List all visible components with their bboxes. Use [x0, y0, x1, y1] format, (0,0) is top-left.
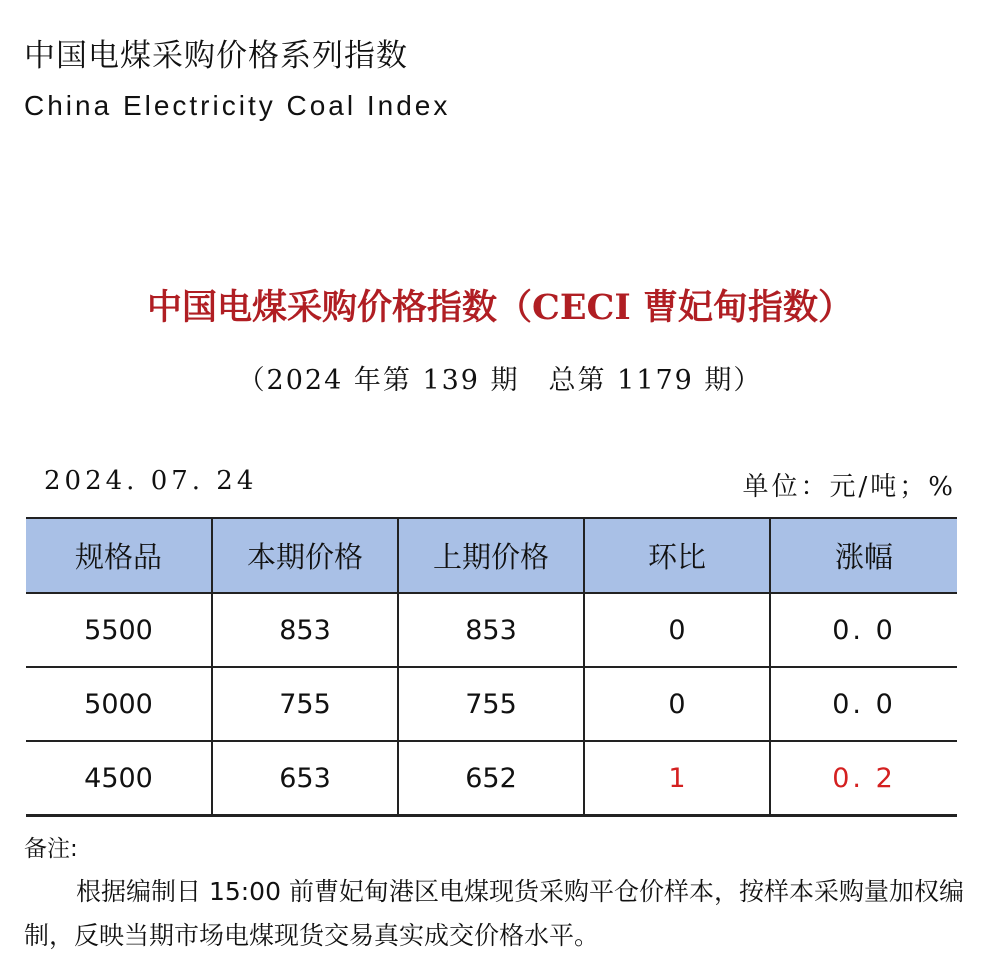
cell-spec: 4500 — [26, 741, 212, 816]
cell-spec: 5000 — [26, 667, 212, 741]
header-previous-price: 上期价格 — [398, 518, 584, 593]
cell-previous-price: 755 — [398, 667, 584, 741]
cell-spec: 5500 — [26, 593, 212, 667]
price-table — [26, 517, 957, 817]
cell-current-price: 755 — [212, 667, 398, 741]
series-title-en: China Electricity Coal Index — [24, 90, 451, 121]
table-row — [26, 667, 957, 741]
cell-change: 1 — [584, 741, 770, 816]
cell-previous-price: 652 — [398, 741, 584, 816]
cell-pct-change: 0. 2 — [770, 741, 957, 816]
cell-change: 0 — [584, 667, 770, 741]
series-title-cn: 中国电煤采购价格系列指数 — [24, 38, 408, 74]
report-date: 2024. 07. 24 — [44, 466, 258, 496]
cell-pct-change: 0. 0 — [770, 593, 957, 667]
header-pct-change: 涨幅 — [770, 518, 957, 593]
table-row — [26, 741, 957, 816]
table-header-row — [26, 518, 957, 593]
header-change: 环比 — [584, 518, 770, 593]
header-current-price: 本期价格 — [212, 518, 398, 593]
notes-text: 根据编制日 15:00 前曹妃甸港区电煤现货采购平仓价样本，按样本采购量加权编制，反映当期市场电煤现货交易真实成交价格水平。 — [24, 877, 964, 950]
report-title: 中国电煤采购价格指数（CECI 曹妃甸指数） — [147, 287, 853, 328]
cell-change: 0 — [584, 593, 770, 667]
cell-current-price: 853 — [212, 593, 398, 667]
cell-previous-price: 853 — [398, 593, 584, 667]
cell-pct-change: 0. 0 — [770, 667, 957, 741]
table-row — [26, 593, 957, 667]
issue-number: （2024 年第 139 期 总第 1179 期） — [237, 365, 763, 396]
unit-label: 单位：元/吨；% — [742, 472, 956, 502]
notes-label: 备注: — [24, 836, 78, 862]
header-spec: 规格品 — [26, 518, 212, 593]
cell-current-price: 653 — [212, 741, 398, 816]
